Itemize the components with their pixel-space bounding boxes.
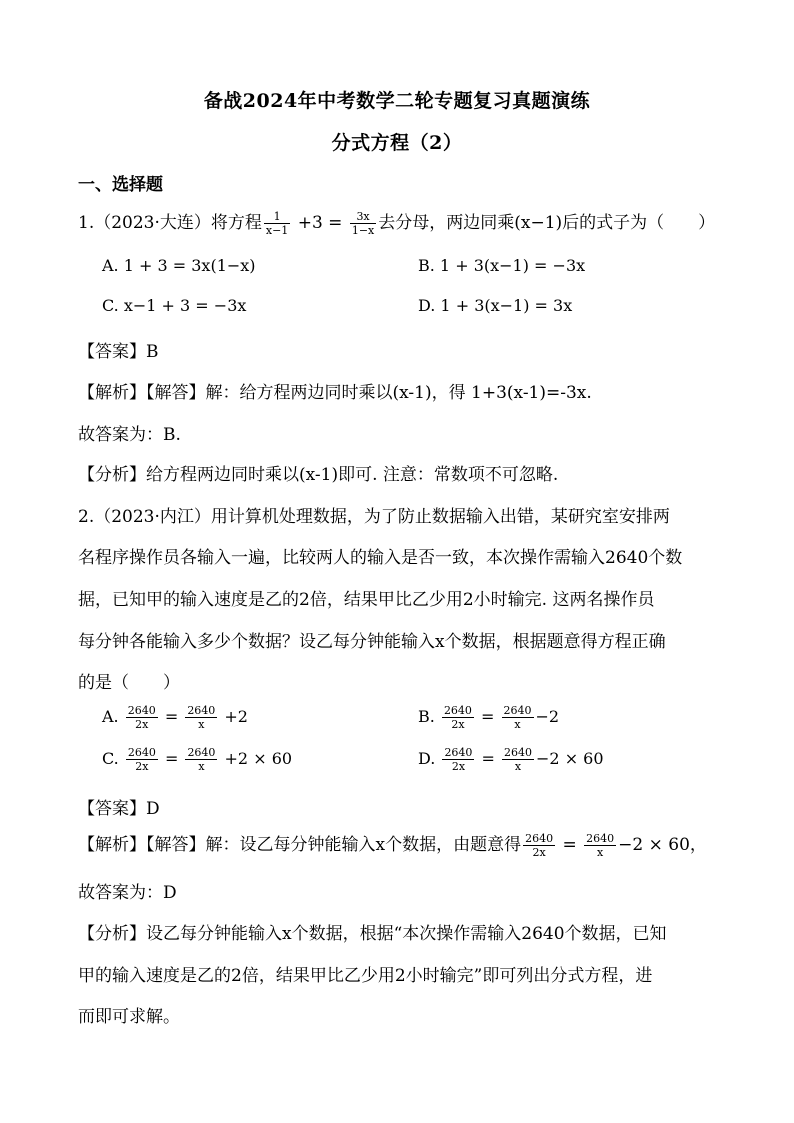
q2-note-line-2: 甲的输入速度是乙的2倍，结果甲比乙少用2小时输完”即可列出分式方程，进 <box>78 966 653 986</box>
q2-analysis <box>78 830 707 859</box>
q2-analysis-frac-left <box>523 832 555 859</box>
q2-answer: 【答案】D <box>78 799 160 819</box>
numerator: 2640 <box>525 832 554 845</box>
section-heading: 一、选择题 <box>78 175 163 195</box>
document-title: 备战2024年中考数学二轮专题复习真题演练 <box>203 90 591 112</box>
q2-option-b-tail: −2 <box>535 707 560 726</box>
equals-sign: = <box>159 749 184 768</box>
q1-stem-text-b: +3 = <box>292 213 348 233</box>
q2-stem-line-2: 名程序操作员各输入一遍，比较两人的输入是否一致，本次操作需输入2640个数 <box>78 548 683 568</box>
denominator: 2x <box>451 760 466 773</box>
q2-stem-line-5: 的是（ ） <box>78 673 180 693</box>
q1-conclusion: 故答案为：B. <box>78 425 181 445</box>
q2-option-a-frac-right <box>185 704 217 731</box>
q2-option-d <box>418 746 604 773</box>
q1-frac2-numerator: 3x <box>350 210 376 224</box>
denominator: x <box>514 718 521 731</box>
q2-option-a-label: A. <box>102 707 119 726</box>
denominator: x <box>514 760 522 773</box>
q2-option-c-frac-right <box>185 746 217 773</box>
q2-note-line-1: 【分析】设乙每分钟能输入x个数据，根据“本次操作需输入2640个数据，已知 <box>78 924 667 944</box>
q1-option-d: D. 1 + 3(x−1) = 3x <box>418 296 573 315</box>
q2-option-d-label: D. <box>418 749 436 768</box>
numerator: 2640 <box>503 704 532 717</box>
numerator: 2640 <box>586 832 615 845</box>
q2-option-c <box>102 746 292 773</box>
denominator: 2x <box>135 760 149 773</box>
q2-option-b-label: B. <box>418 707 435 726</box>
denominator: 2x <box>135 718 149 731</box>
q2-option-c-label: C. <box>102 749 119 768</box>
q1-option-a: A. 1 + 3 = 3x(1−x) <box>102 256 256 275</box>
denominator: 2x <box>451 718 465 731</box>
q2-option-d-tail: −2 × 60 <box>536 749 604 768</box>
q2-analysis-frac-right <box>584 832 616 859</box>
numerator: 2640 <box>504 746 533 759</box>
q2-conclusion: 故答案为：D <box>78 883 177 903</box>
q2-option-b-frac-left <box>442 704 474 731</box>
q2-option-b <box>418 704 559 731</box>
q1-analysis: 【解析】【解答】解：给方程两边同时乘以(x-1)，得 1+3(x-1)=-3x. <box>78 383 592 403</box>
q2-option-b-frac-right <box>502 704 534 731</box>
q1-fraction-2 <box>350 210 376 237</box>
numerator: 2640 <box>127 746 156 759</box>
q1-frac2-denominator: 1−x <box>351 224 375 237</box>
q1-stem <box>78 208 715 237</box>
q2-stem-line-4: 每分钟各能输入多少个数据？设乙每分钟能输入x个数据，根据题意得方程正确 <box>78 632 666 652</box>
q2-option-c-frac-left <box>126 746 158 773</box>
numerator: 2640 <box>187 746 216 759</box>
q1-frac1-denominator: x−1 <box>265 224 289 237</box>
q1-option-c: C. x−1 + 3 = −3x <box>102 296 247 315</box>
denominator: x <box>597 846 604 859</box>
numerator: 2640 <box>443 704 472 717</box>
q1-stem-text-a: 1.（2023·大连）将方程 <box>78 213 262 233</box>
q2-option-a-frac-left <box>126 704 158 731</box>
q2-stem-line-1: 2.（2023·内江）用计算机处理数据，为了防止数据输入出错，某研究室安排两 <box>78 507 670 527</box>
equals-sign: = <box>476 749 501 768</box>
denominator: 2x <box>532 846 546 859</box>
q2-note-line-3: 而即可求解。 <box>78 1007 180 1027</box>
denominator: x <box>198 718 205 731</box>
q1-option-b: B. 1 + 3(x−1) = −3x <box>418 256 586 275</box>
q2-analysis-text-b: −2 × 60， <box>618 835 707 855</box>
q1-fraction-1 <box>264 210 290 237</box>
q2-option-a <box>102 704 248 731</box>
numerator: 2640 <box>444 746 473 759</box>
q2-stem-line-3: 据，已知甲的输入速度是乙的2倍，结果甲比乙少用2小时输完. 这两名操作员 <box>78 590 655 610</box>
equals-sign: = <box>159 707 184 726</box>
q2-option-d-frac-right <box>502 746 534 773</box>
q2-option-d-frac-left <box>442 746 474 773</box>
equals-sign: = <box>557 835 583 855</box>
q1-frac1-numerator: 1 <box>264 210 290 224</box>
q1-note: 【分析】给方程两边同时乘以(x-1)即可. 注意：常数项不可忽略. <box>78 465 559 485</box>
document-subtitle: 分式方程（2） <box>331 132 463 154</box>
q2-option-a-tail: +2 <box>219 707 248 726</box>
q1-stem-text-c: 去分母，两边同乘(x−1)后的式子为（ ） <box>378 213 716 233</box>
q2-option-c-tail: +2 × 60 <box>219 749 293 768</box>
q2-analysis-text-a: 【解析】【解答】解：设乙每分钟能输入x个数据，由题意得 <box>78 835 522 855</box>
equals-sign: = <box>475 707 500 726</box>
numerator: 2640 <box>127 704 156 717</box>
denominator: x <box>198 760 205 773</box>
numerator: 2640 <box>187 704 216 717</box>
q1-answer: 【答案】B <box>78 342 159 362</box>
